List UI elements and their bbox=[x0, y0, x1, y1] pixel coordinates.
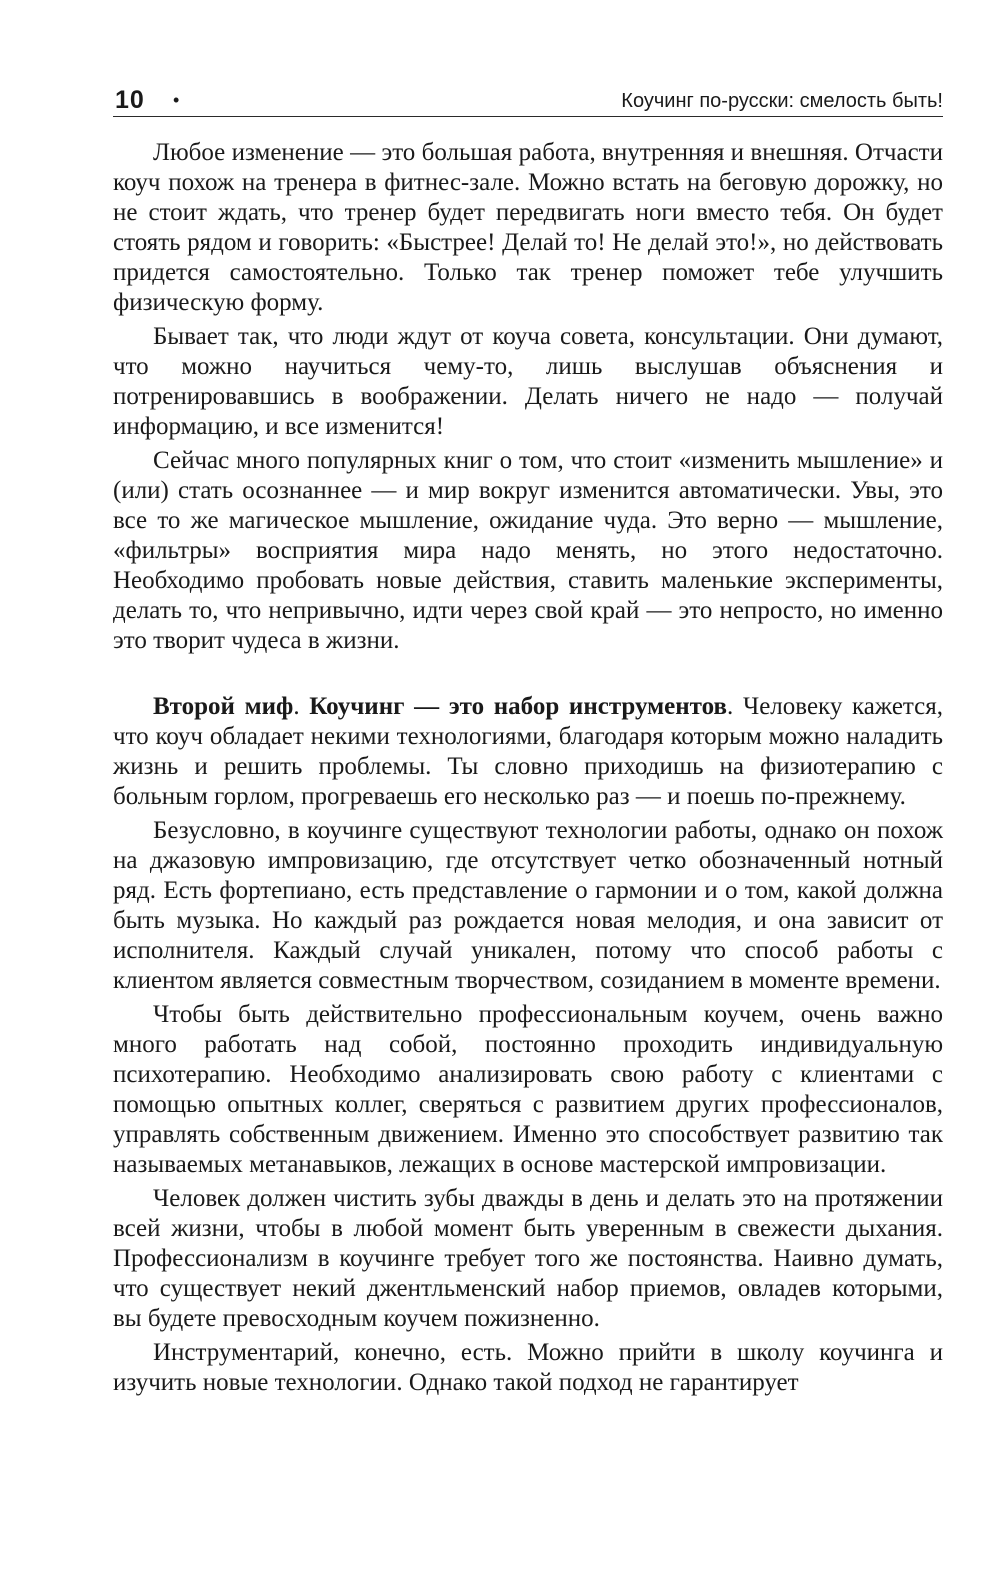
header-bullet: • bbox=[173, 90, 180, 110]
book-title: Коучинг по-русски: смелость быть! bbox=[621, 90, 943, 112]
page-number: 10 bbox=[115, 86, 145, 114]
paragraph-text: Человек должен чистить зубы дважды в день и делать это на протяжении всей жизни, чтобы в любой момент быть уверенным в свежести дыхания. Профессионализм в коучинге требует того же постоянства. Наивно думать, что существует некий джентльменский набор приемов, овладев которыми, вы будете превосходным коучем пожизненно. bbox=[113, 1185, 943, 1332]
paragraph-text: Бывает так, что люди ждут от коуча совета, консультации. Они думают, что можно научиться чему-то, лишь выслушав объяснения и потренировавшись в воображении. Делать ничего не надо — получай информацию, и все изменится! bbox=[113, 323, 943, 440]
paragraph-text: Безусловно, в коучинге существуют технологии работы, однако он похож на джазовую импровизацию, где отсутствует четко обозначенный нотный ряд. Есть фортепиано, есть представление о гармонии и о том, какой должна быть музыка. Но каждый раз рождается новая мелодия, и она зависит от исполнителя. Каждый случай уникален, потому что способ работы с клиентом является совместным творчеством, созиданием в моменте времени. bbox=[113, 817, 943, 994]
paragraph-second-myth bbox=[113, 692, 943, 812]
myth-separator: . bbox=[293, 693, 310, 720]
paragraph-text: . Человеку кажется, что коуч обладает некими технологиями, благодаря которым можно наладить жизнь и решить проблемы. Ты словно приходишь на физиотерапию с больным горлом, прогреваешь его несколько раз — и поешь по-прежнему. bbox=[113, 693, 943, 810]
paragraph bbox=[113, 1000, 943, 1180]
paragraph bbox=[113, 138, 943, 318]
myth-label: Второй миф bbox=[153, 693, 294, 720]
paragraph-text: Сейчас много популярных книг о том, что стоит «изменить мышление» и (или) стать осознаннее — и мир вокруг изменится автоматически. Увы, это все то же магическое мышление, ожидание чуда. Это верно — мышление, «фильтры» восприятия мира надо менять, но этого недостаточно. Необходимо пробовать новые действия, ставить маленькие эксперименты, делать то, что непривычно, идти через свой край — это непросто, но именно это творит чудеса в жизни. bbox=[113, 447, 943, 654]
body-text bbox=[113, 138, 943, 1398]
paragraph-text: Чтобы быть действительно профессиональным коучем, очень важно много работать над собой, постоянно проходить индивидуальную психотерапию. Необходимо анализировать свою работу с клиентами с помощью опытных коллег, сверяться с развитием других профессионалов, управлять собственным движением. Именно это способствует развитию так называемых метанавыков, лежащих в основе мастерской импровизации. bbox=[113, 1001, 943, 1178]
paragraph bbox=[113, 446, 943, 656]
paragraph-text: Любое изменение — это большая работа, внутренняя и внешняя. Отчасти коуч похож на тренера в фитнес-зале. Можно встать на беговую дорожку, но не стоит ждать, что тренер будет передвигать ноги вместо тебя. Он будет стоять рядом и говорить: «Быстрее! Делай то! Не делай это!», но действовать придется самостоятельно. Только так тренер поможет тебе улучшить физическую форму. bbox=[113, 139, 943, 316]
paragraph bbox=[113, 1338, 943, 1398]
paragraph bbox=[113, 1184, 943, 1334]
myth-title: Коучинг — это набор инструментов bbox=[309, 693, 728, 720]
paragraph bbox=[113, 322, 943, 442]
paragraph-text: Инструментарий, конечно, есть. Можно прийти в школу коучинга и изучить новые технологии. Однако такой подход не гарантирует bbox=[113, 1339, 943, 1396]
paragraph bbox=[113, 816, 943, 996]
running-header bbox=[113, 82, 943, 117]
